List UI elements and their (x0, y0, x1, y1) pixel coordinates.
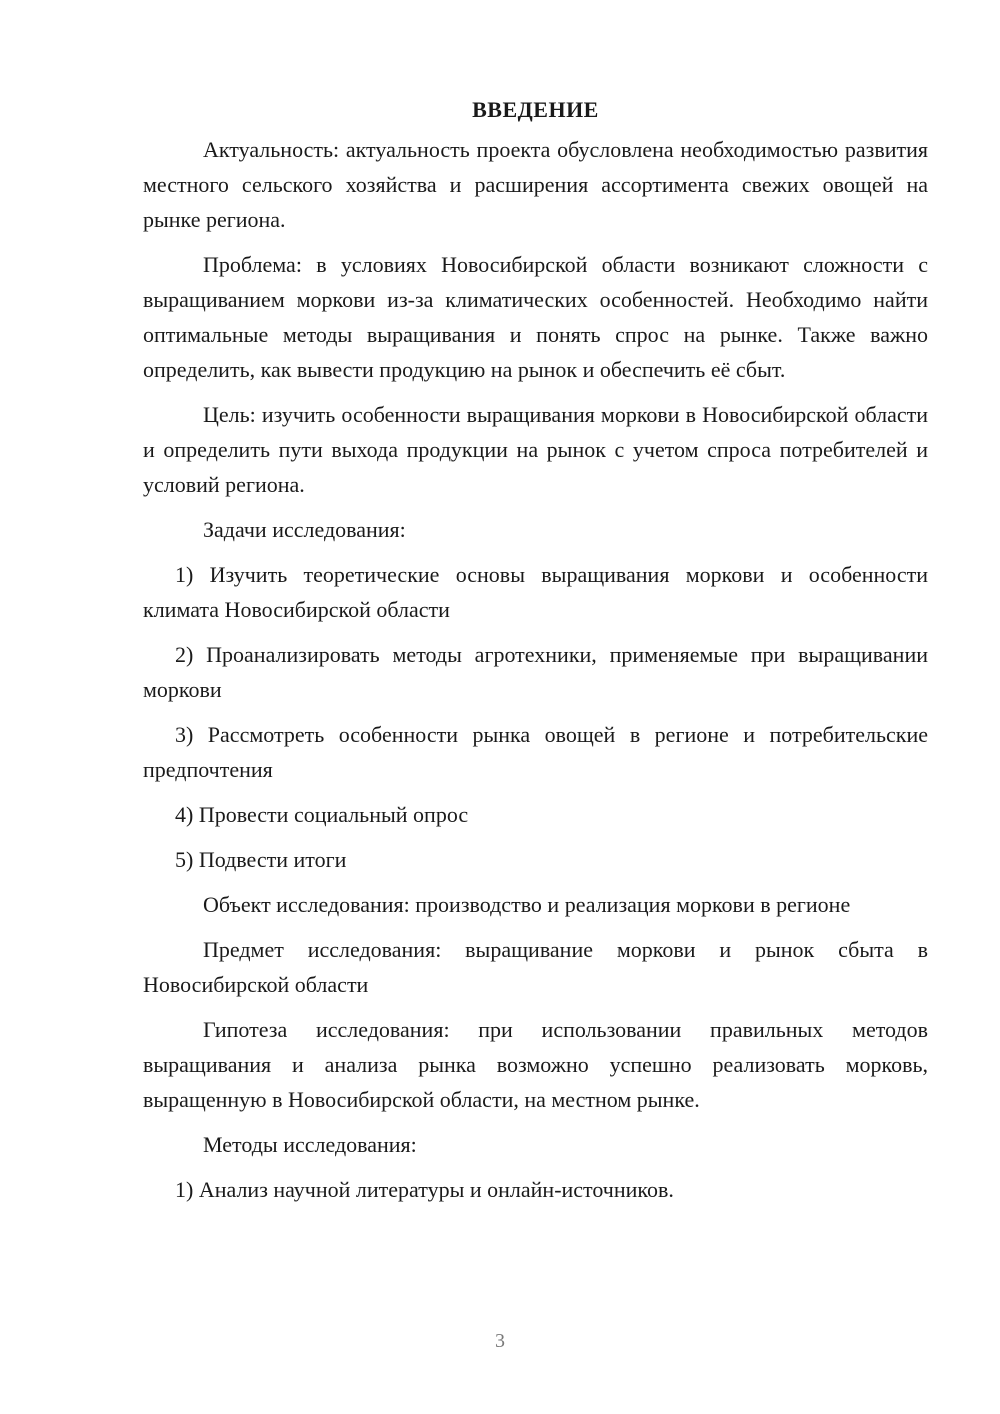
task-item-1: 1) Изучить теоретические основы выращивания моркови и особенности климата Новосибирской области (143, 562, 928, 622)
page-title: ВВЕДЕНИЕ (472, 97, 599, 122)
document-page (143, 92, 928, 1217)
page-number: 3 (495, 1330, 505, 1352)
task-item-5: 5) Подвести итоги (175, 847, 347, 872)
task-item-3: 3) Рассмотреть особенности рынка овощей в регионе и потребительские предпочтения (143, 722, 928, 782)
paragraph-object: Объект исследования: производство и реализация моркови в регионе (203, 892, 851, 917)
task-item-4: 4) Провести социальный опрос (175, 802, 469, 827)
paragraph-goal: Цель: изучить особенности выращивания моркови в Новосибирской области и определить пути выхода продукции на рынок с учетом спроса потребителей и условий региона. (143, 402, 928, 497)
paragraph-hypothesis: Гипотеза исследования: при использовании правильных методов выращивания и анализа рынка возможно успешно реализовать морковь, выращенную в Новосибирской области, на местном рынке. (143, 1017, 928, 1112)
paragraph-tasks-heading: Задачи исследования: (203, 517, 406, 542)
paragraph-problem: Проблема: в условиях Новосибирской области возникают сложности с выращиванием моркови из-за климатических особенностей. Необходимо найти оптимальные методы выращивания и понять спрос на рынке. Также важно определить, как вывести продукцию на рынок и обеспечить её сбыт. (143, 252, 928, 382)
task-item-2: 2) Проанализировать методы агротехники, применяемые при выращивании моркови (143, 642, 928, 702)
paragraph-relevance: Актуальность: актуальность проекта обусловлена необходимостью развития местного сельского хозяйства и расширения ассортимента свежих овощей на рынке региона. (143, 137, 928, 232)
paragraph-methods-heading: Методы исследования: (203, 1132, 417, 1157)
paragraph-subject: Предмет исследования: выращивание моркови и рынок сбыта в Новосибирской области (143, 937, 928, 997)
method-item-1: 1) Анализ научной литературы и онлайн-источников. (175, 1177, 674, 1202)
